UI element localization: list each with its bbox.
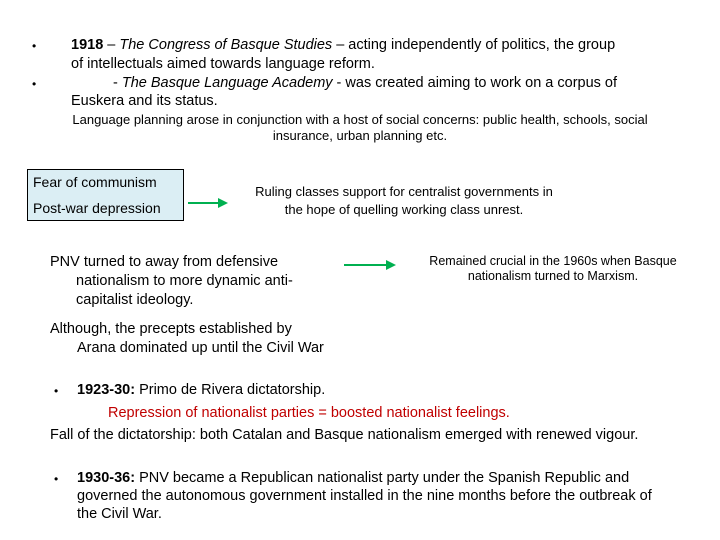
year-1923-30: 1923-30: xyxy=(77,382,136,398)
planning-line1: Language planning arose in conjunction with a host of social concerns: public health, schools, social xyxy=(72,112,648,127)
bullet-1918-line2: of intellectuals aimed towards language reform. xyxy=(71,56,375,72)
congress-rest: – acting independently of politics, the group xyxy=(332,37,616,53)
ruling-line2: the hope of quelling working class unrest. xyxy=(284,202,524,217)
bullet-marker: • xyxy=(54,384,59,398)
bullet-1918-line1 xyxy=(71,36,615,54)
dash: – xyxy=(103,37,120,53)
remained-line1: Remained crucial in the 1960s when Basque xyxy=(429,254,677,268)
republic-line3: the Civil War. xyxy=(77,506,162,522)
academy-title: The Basque Language Academy xyxy=(121,75,333,91)
although-line2: Arana dominated up until the Civil War xyxy=(77,340,324,356)
congress-title: The Congress of Basque Studies xyxy=(119,37,333,53)
republic-text: PNV became a Republican nationalist party under the Spanish Republic and xyxy=(135,470,630,486)
bullet-marker: • xyxy=(54,472,59,486)
bullet-marker: • xyxy=(32,39,37,53)
remained-line2: nationalism turned to Marxism. xyxy=(467,269,639,283)
academy-line2: Euskera and its status. xyxy=(71,93,218,109)
causes-box xyxy=(27,169,184,221)
republic-line2: governed the autonomous government installed in the nine months before the outbreak of xyxy=(77,488,652,504)
academy-dash: - xyxy=(113,75,122,91)
pnv-line1: PNV turned to away from defensive xyxy=(50,254,279,270)
primo-text: Primo de Rivera dictatorship. xyxy=(135,382,326,398)
arrow-right-icon xyxy=(186,196,230,210)
ruling-line1: Ruling classes support for centralist governments in xyxy=(255,184,553,199)
bullet-marker: • xyxy=(32,77,37,91)
year-1930-36: 1930-36: xyxy=(77,470,136,486)
republic-line1 xyxy=(77,469,629,487)
academy-rest: - was created aiming to work on a corpus of xyxy=(332,75,618,91)
planning-line2: insurance, urban planning etc. xyxy=(272,128,448,143)
year-1918: 1918 xyxy=(71,37,104,53)
box-fear: Fear of communism xyxy=(33,174,157,190)
pnv-line3: capitalist ideology. xyxy=(76,292,194,308)
primo-line xyxy=(77,381,325,399)
academy-line1 xyxy=(113,74,617,92)
repression-line: Repression of nationalist parties = boosted nationalist feelings. xyxy=(108,405,510,421)
pnv-line2: nationalism to more dynamic anti- xyxy=(76,273,293,289)
box-postwar: Post-war depression xyxy=(33,200,161,216)
arrow-right-icon xyxy=(342,258,398,272)
although-line1: Although, the precepts established by xyxy=(50,321,292,337)
fall-line: Fall of the dictatorship: both Catalan and Basque nationalism emerged with renewed vigour. xyxy=(50,427,639,443)
